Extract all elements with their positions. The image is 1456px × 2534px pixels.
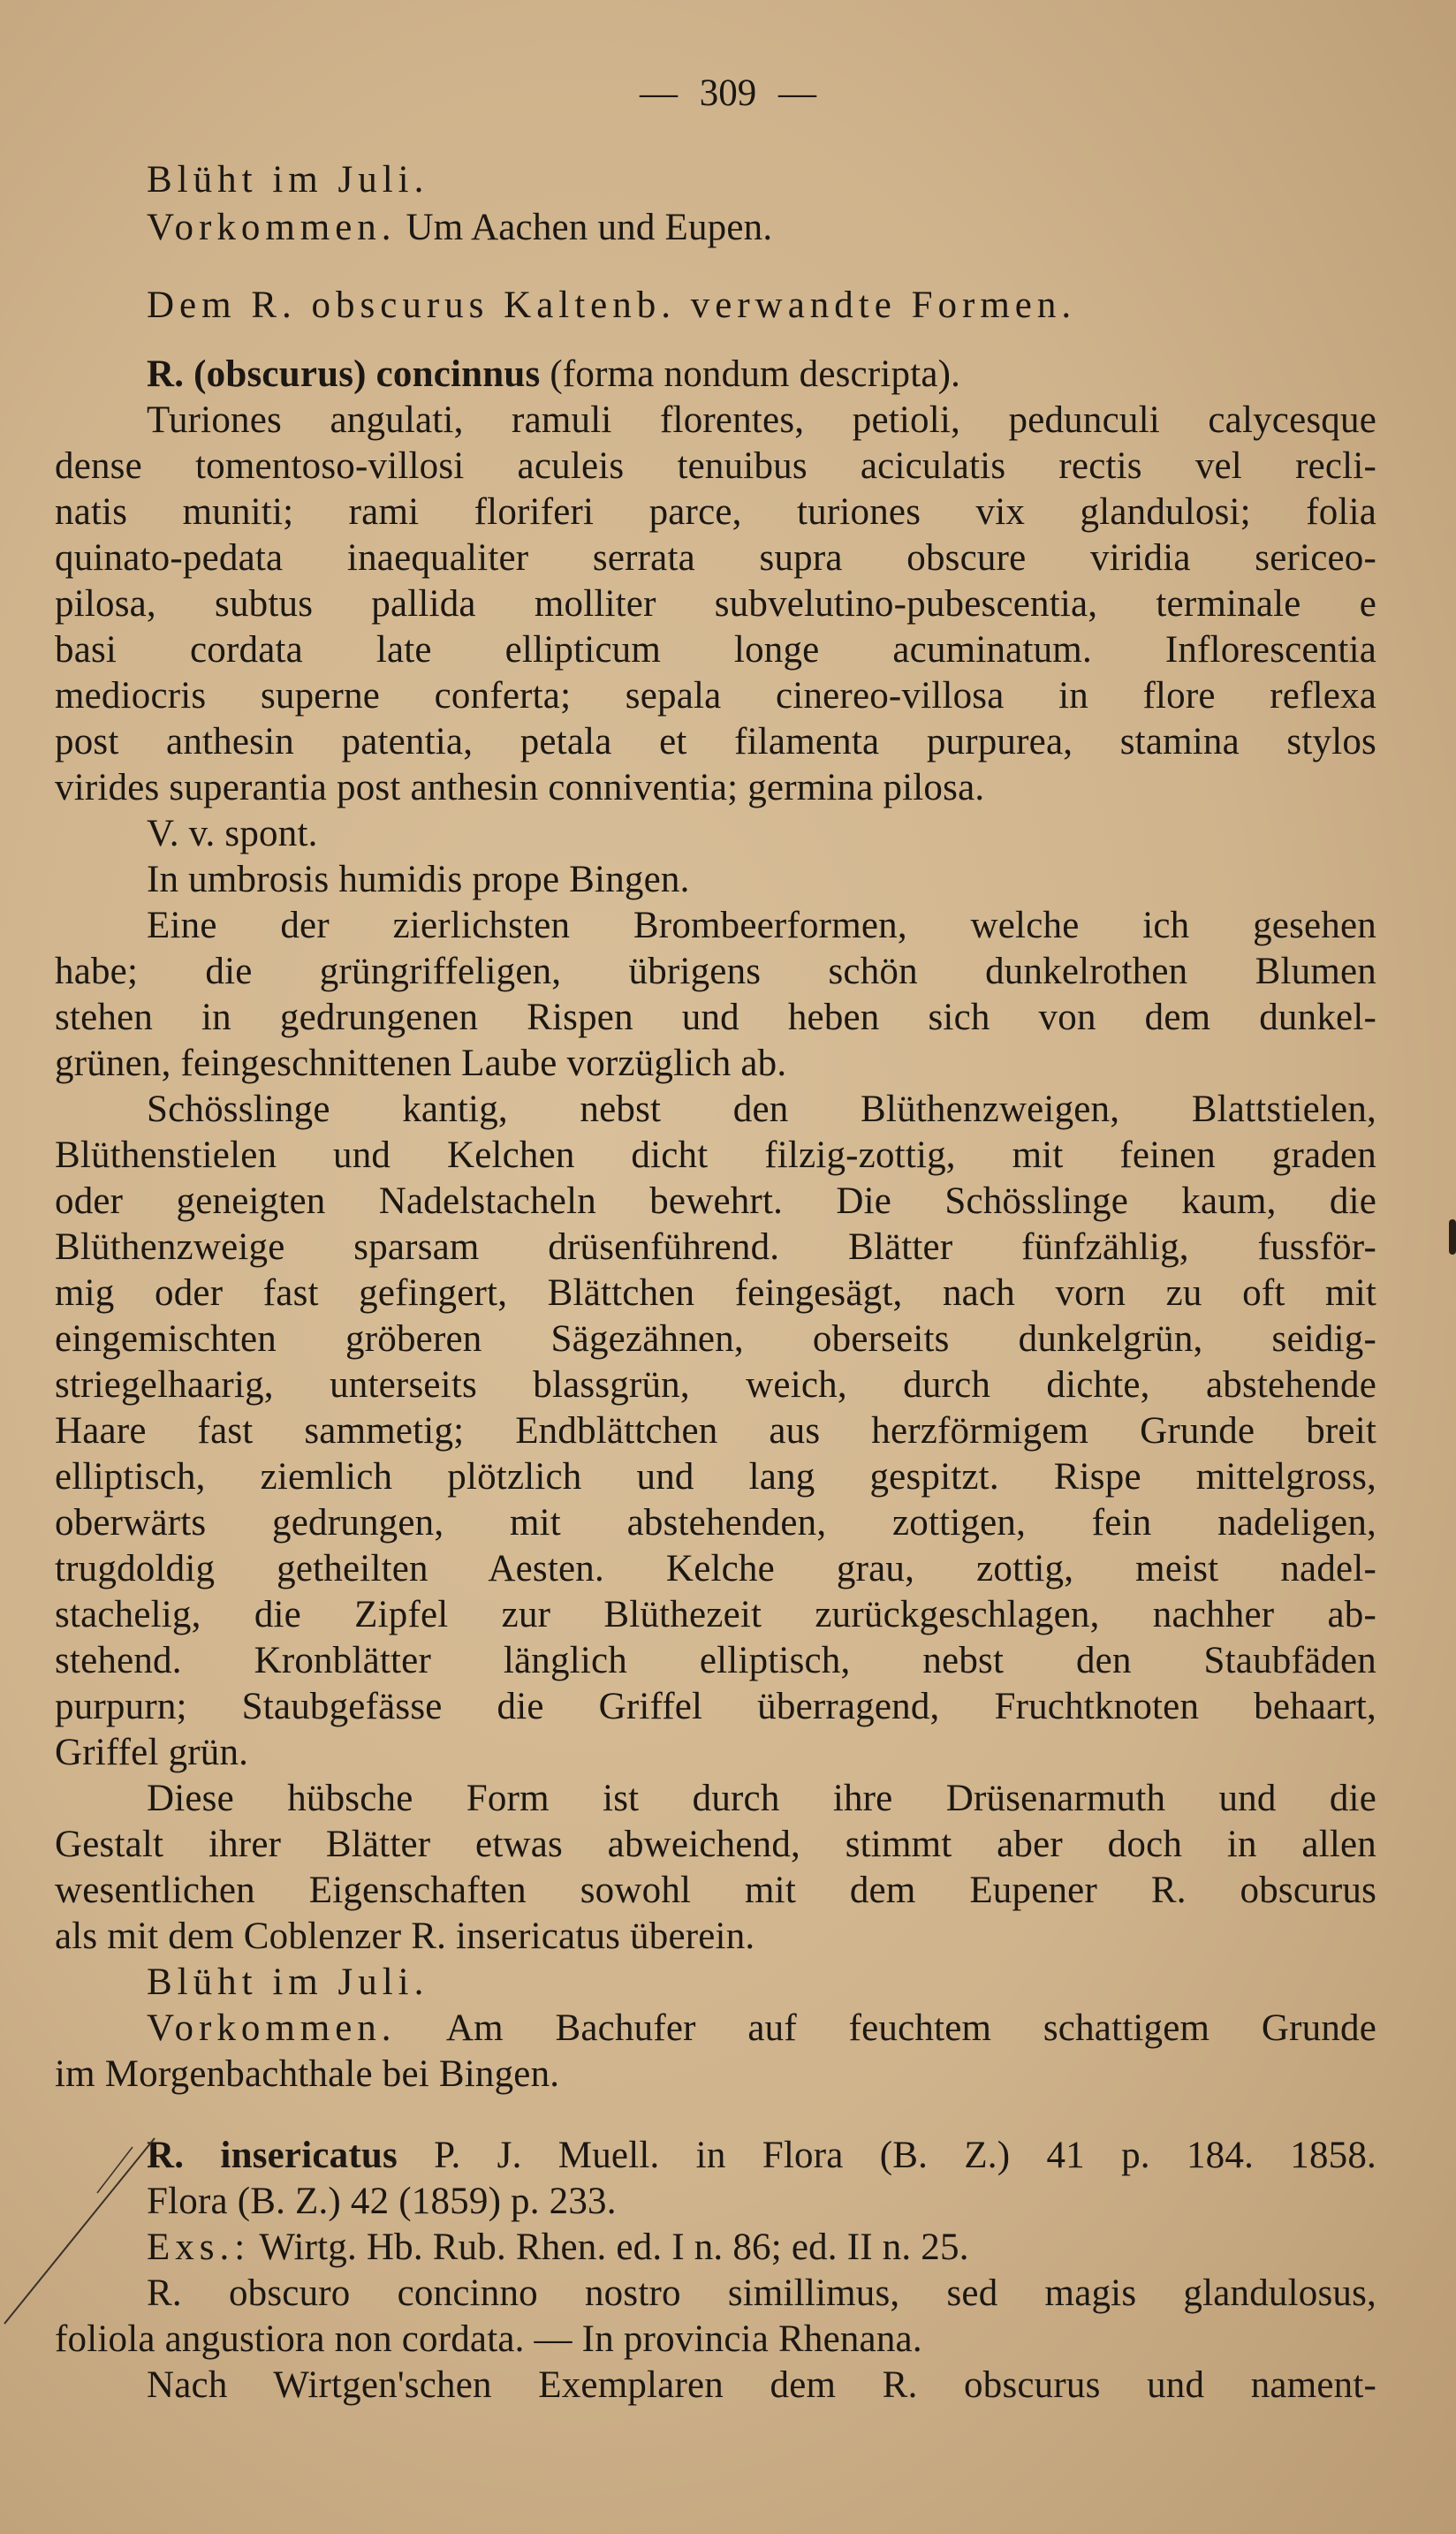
- bloom-line: [55, 157, 1376, 203]
- text-line: Nach Wirtgen'schen Exemplaren dem R. obscurus und nament-: [147, 2364, 1376, 2406]
- occurrence-label: Vorkommen.: [147, 207, 397, 248]
- exsiccatae-line: [55, 2225, 1376, 2271]
- page-number: — 309 —: [640, 72, 816, 114]
- exsiccatae-label: Exs.:: [147, 2227, 251, 2268]
- text-line: striegelhaarig, unterseits blassgrün, weich, durch dichte, abstehende: [55, 1364, 1376, 1406]
- text-line: Eine der zierlichsten Brombeerformen, welche ich gesehen: [147, 905, 1376, 946]
- text-line: Griffel grün.: [55, 1732, 249, 1773]
- occurrence-text-2: Am Bachufer auf feuchtem schattigem Grunde: [445, 2007, 1377, 2049]
- bloom-text: Blüht im Juli.: [147, 159, 429, 201]
- text-line: oder geneigten Nadelstacheln bewehrt. Die Schösslinge kaum, die: [55, 1180, 1376, 1222]
- text-line: eingemischten gröberen Sägezähnen, oberseits dunkelgrün, seidig-: [55, 1318, 1376, 1360]
- text-line: stehend. Kronblätter länglich elliptisch, nebst den Staubfäden: [55, 1640, 1376, 1681]
- text-line: oberwärts gedrungen, mit abstehenden, zottigen, fein nadeligen,: [55, 1502, 1376, 1544]
- flora-reference: Flora (B. Z.) 42 (1859) p. 233.: [147, 2181, 617, 2222]
- text-line: wesentlichen Eigenschaften sowohl mit dem Eupener R. obscurus: [55, 1870, 1376, 1911]
- bloom-text-2: Blüht im Juli.: [147, 1961, 429, 2003]
- species-1-heading: [55, 352, 1376, 398]
- text-line: pilosa, subtus pallida molliter subvelutino-pubescentia, terminale e: [55, 583, 1376, 625]
- bloom-line-2: [55, 1960, 1376, 2006]
- text-line: habe; die grüngriffeligen, übrigens schön dunkelrothen Blumen: [55, 951, 1376, 992]
- text-line: post anthesin patentia, petala et filamenta purpurea, stamina stylos: [55, 721, 1376, 762]
- text-line: basi cordata late ellipticum longe acuminatum. Inflorescentia: [55, 629, 1376, 671]
- text-line: Turiones angulati, ramuli florentes, petioli, pedunculi calycesque: [147, 399, 1376, 441]
- occurrence-line: [55, 205, 1376, 251]
- occurrence-line-2: [55, 2006, 1376, 2052]
- text-line: Blüthenstielen und Kelchen dicht filzig-zottig, mit feinen graden: [55, 1134, 1376, 1176]
- text-line: Gestalt ihrer Blätter etwas abweichend, stimmt aber doch in allen: [55, 1824, 1376, 1865]
- pencil-mark: [0, 2112, 177, 2341]
- text-line: als mit dem Coblenzer R. insericatus überein.: [55, 1916, 755, 1957]
- text-line: purpurn; Staubgefässe die Griffel überragend, Fruchtknoten behaart,: [55, 1686, 1376, 1727]
- species-2-name: R. insericatus: [147, 2135, 398, 2176]
- occurrence-text: Um Aachen und Eupen.: [406, 207, 773, 248]
- locality-line: In umbrosis humidis prope Bingen.: [147, 859, 690, 900]
- text-line: mediocris superne conferta; sepala cinereo-villosa in flore reflexa: [55, 675, 1376, 717]
- exsiccatae-text: Wirtg. Hb. Rub. Rhen. ed. I n. 86; ed. II n. 25.: [259, 2227, 969, 2268]
- text-line: natis muniti; rami floriferi parce, turiones vix glandulosi; folia: [55, 491, 1376, 533]
- species-1-note: (forma nondum descripta).: [550, 353, 961, 395]
- text-line: trugdoldig getheilten Aesten. Kelche grau, zottig, meist nadel-: [55, 1548, 1376, 1589]
- text-line: mig oder fast gefingert, Blättchen feingesägt, nach vorn zu oft mit: [55, 1272, 1376, 1314]
- text-line: R. obscuro concinno nostro simillimus, sed magis glandulosus,: [147, 2272, 1376, 2314]
- text-line: dense tomentoso-villosi aculeis tenuibus aciculatis rectis vel recli-: [55, 445, 1376, 487]
- text-line: Diese hübsche Form ist durch ihre Drüsenarmuth und die: [147, 1778, 1376, 1819]
- species-2-reference: P. J. Muell. in Flora (B. Z.) 41 p. 184. 1858.: [434, 2135, 1377, 2176]
- vidi-line: V. v. spont.: [147, 813, 318, 854]
- ink-spot: [1449, 1219, 1456, 1255]
- occurrence-label-2: Vorkommen.: [147, 2007, 397, 2049]
- text-line: stehen in gedrungenen Rispen und heben sich von dem dunkel-: [55, 997, 1376, 1038]
- text-line: elliptisch, ziemlich plötzlich und lang gespitzt. Rispe mittelgross,: [55, 1456, 1376, 1498]
- text-line: quinato-pedata inaequaliter serrata supra obscure viridia sericeo-: [55, 537, 1376, 579]
- text-line: Schösslinge kantig, nebst den Blüthenzweigen, Blattstielen,: [147, 1089, 1376, 1130]
- species-2-heading: [55, 2133, 1376, 2179]
- section-heading: Dem R. obscurus Kaltenb. verwandte Formen.: [147, 285, 1077, 326]
- species-1-name: R. (obscurus) concinnus: [147, 353, 541, 395]
- text-line: foliola angustiora non cordata. — In provincia Rhenana.: [55, 2318, 922, 2360]
- text-line: stachelig, die Zipfel zur Blüthezeit zurückgeschlagen, nachher ab-: [55, 1594, 1376, 1635]
- text-line: virides superantia post anthesin conniventia; germina pilosa.: [55, 767, 985, 808]
- text-line: Blüthenzweige sparsam drüsenführend. Blätter fünfzählig, fussför-: [55, 1226, 1376, 1268]
- occurrence-continuation: im Morgenbachthale bei Bingen.: [55, 2053, 560, 2095]
- text-line: grünen, feingeschnittenen Laube vorzüglich ab.: [55, 1043, 787, 1084]
- text-line: Haare fast sammetig; Endblättchen aus herzförmigem Grunde breit: [55, 1410, 1376, 1452]
